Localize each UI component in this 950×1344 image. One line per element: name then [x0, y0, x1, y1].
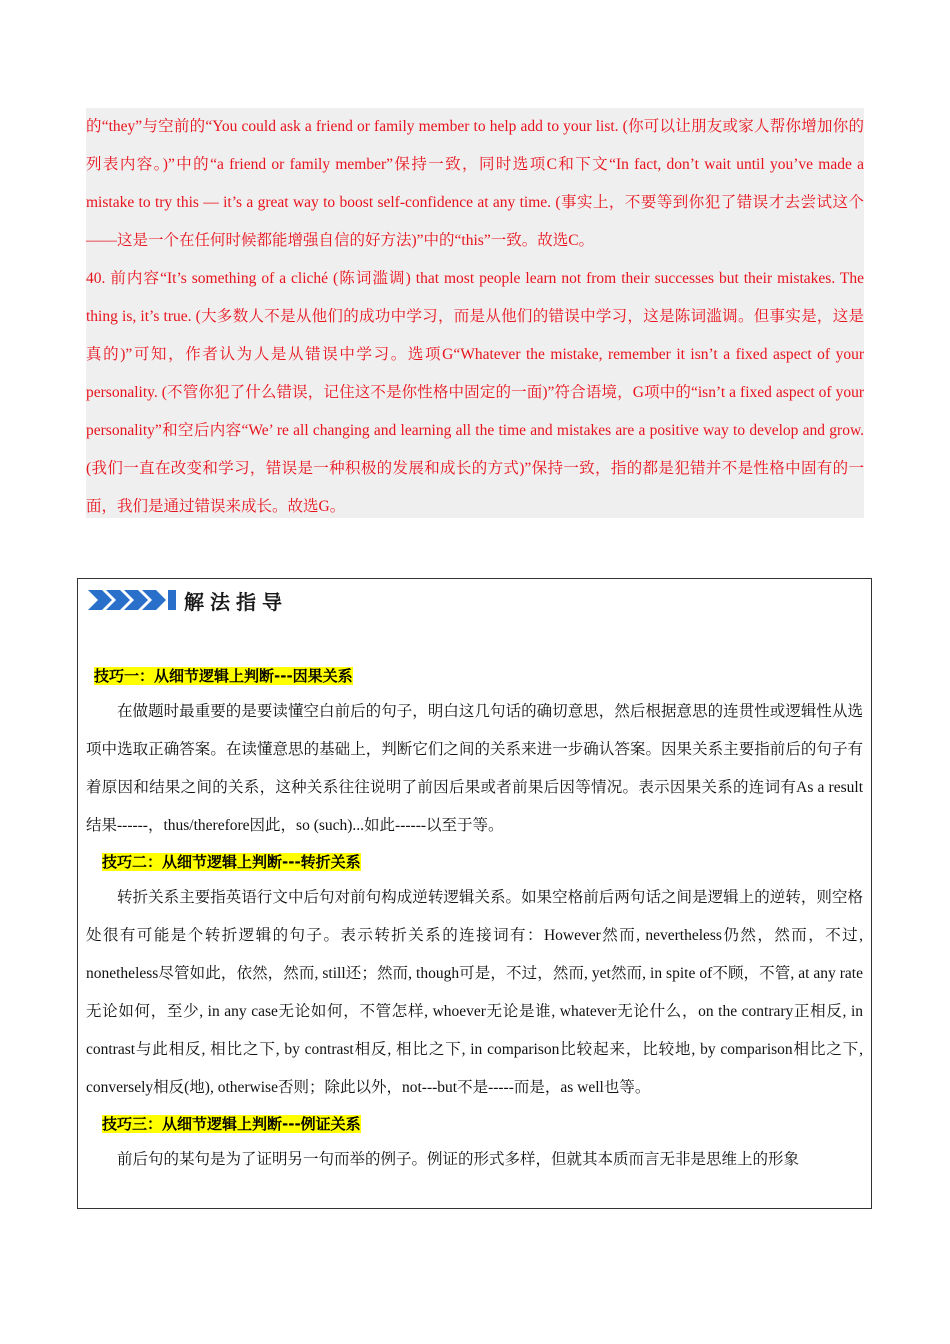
answer-explanation-40: 40. 前内容“It’s something of a cliché (陈词滥调) that most people learn not from their successes but their mistakes. The thing is, it’s true. (大多数人不是从他们的成功中学习，而是从他们的错误中学习，这是陈词滥调。但事实是，这是真的)”可知，作者认为人是从错误中学习。选项G“Whatever the mistake, remember it isn’t a fixed aspect of your personality. (不管你犯了什么错误，记住这不是你性格中固定的一面)”符合语境，G项中的“isn’t a fixed aspect of your personality”和空后内容“We’ re all changing and learning all the time and mistakes are a positive way to develop and grow. (我们一直在改变和学习，错误是一种积极的发展和成长的方式)”保持一致，指的都是犯错并不是性格中固有的一面，我们是通过错误来成长。故选G。 [86, 270, 864, 515]
tip2-body: 转折关系主要指英语行文中后句对前句构成逆转逻辑关系。如果空格前后两句话之间是逻辑上的逆转，则空格处很有可能是个转折逻辑的句子。表示转折关系的连接词有：However然而, nevertheless仍然，然而，不过, nonetheless尽管如此，依然，然而, still还；然而, though可是，不过，然而, yet然而, in spite of不顾，不管, at any rate无论如何，至少, in any case无论如何，不管怎样, whoever无论是谁, whatever无论什么，on the contrary正相反, in contrast与此相反, 相比之下, by contrast相反, 相比之下, in comparison比较起来，比较地, by comparison相比之下, conversely相反(地), otherwise否则；除此以外，not---but不是-----而是，as well也等。 [86, 889, 863, 1096]
guide-header [88, 583, 288, 617]
tip1-body: 在做题时最重要的是要读懂空白前后的句子，明白这几句话的确切意思，然后根据意思的连贯性或逻辑性从选项中选取正确答案。在读懂意思的基础上，判断它们之间的关系来进一步确认答案。因果关系主要指前后的句子有着原因和结果之间的关系，这种关系往往说明了前因后果或者前果后因等情况。表示因果关系的连词有As a result结果------，thus/therefore因此，so (such)...如此------以至于等。 [86, 703, 863, 834]
tip3-body: 前后句的某句是为了证明另一句而举的例子。例证的形式多样，但就其本质而言无非是思维上的形象 [117, 1151, 800, 1168]
tip1-heading: 技巧一：从细节逻辑上判断---因果关系 [94, 667, 353, 685]
tip3-heading: 技巧三：从细节逻辑上判断---例证关系 [102, 1115, 361, 1133]
answer-explanation-39: 的“they”与空前的“You could ask a friend or family member to help add to your list. (你可以让朋友或家人帮你增加你的列表内容。)”中的“a friend or family member”保持一致，同时选项C和下文“In fact, don’t wait until you’ve made a mistake to try this — it’s a great way to boost self-confidence at any time. (事实上，不要等到你犯了错误才去尝试这个——这是一个在任何时候都能增强自信的好方法)”中的“this”一致。故选C。 [86, 118, 864, 249]
solution-guide-box [77, 578, 872, 1209]
chevrons-icon [88, 587, 178, 613]
guide-title: 解法指导 [184, 589, 288, 614]
guide-content [86, 659, 863, 1179]
answer-explanation-block [86, 108, 864, 518]
tip2-heading: 技巧二：从细节逻辑上判断---转折关系 [102, 853, 361, 871]
